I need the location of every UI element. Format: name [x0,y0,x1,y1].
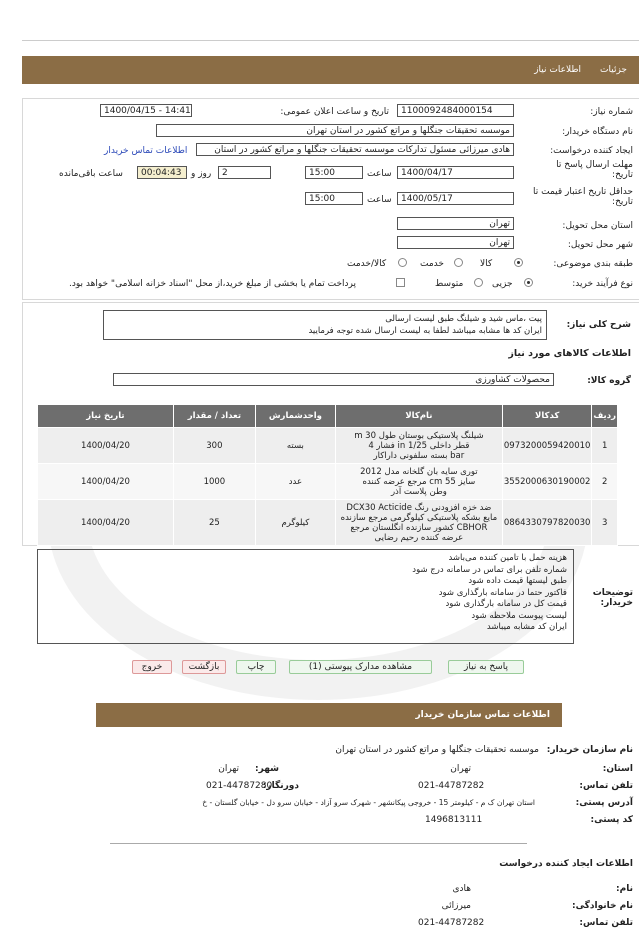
buyer-notes-box [37,549,574,644]
col-qty: تعداد / مقدار [173,405,255,428]
contact-section-header [96,703,562,727]
validity-label: حداقل تاریخ اعتبار قیمت تا تاریخ: [533,187,633,207]
row-name [335,428,502,464]
contact-phone-label: تلفن تماس: [579,781,633,791]
contact-city-label: شهر: [255,764,279,774]
row-index: 1 [592,428,618,464]
send-deadline-label: مهلت ارسال پاسخ تا تاریخ: [556,160,633,180]
buyer-contact-link[interactable]: اطلاعات تماس خریدار [104,146,188,156]
validity-time-label: ساعت [367,195,392,205]
summary-label: شرح کلی نیاز: [566,320,631,330]
row-name [335,500,502,546]
row-unit: کیلوگرم [255,500,335,546]
print-button[interactable]: چاپ [236,660,276,674]
radio-partial[interactable] [524,278,533,287]
city-field: تهران [397,236,514,249]
creator-phone-value: 021-44787282 [418,918,485,928]
buyer-notes-label: توضیحات خریدار: [592,588,633,608]
col-unit: واحدشمارش [255,405,335,428]
city-label: شهر محل تحویل: [567,240,633,250]
province-field: تهران [397,217,514,230]
table-row [38,464,618,500]
row-index: 2 [592,464,618,500]
row-name-line: عرضه کننده رحیم رضایی [374,532,464,543]
creator-label: ایجاد کننده درخواست: [550,146,633,156]
radio-medium[interactable] [474,278,483,287]
radio-service[interactable] [454,258,463,267]
reply-button[interactable]: پاسخ به نیاز [448,660,524,674]
validity-time-field: 15:00 [305,192,363,205]
announce-field: 1400/04/15 - 14:41 [100,104,192,117]
row-name [335,464,502,500]
contact-fax-value: 021-44787280 [206,781,273,791]
row-unit: عدد [255,464,335,500]
contact-divider [110,843,527,844]
treasury-checkbox[interactable] [396,278,405,287]
row-date: 1400/04/20 [38,464,174,500]
row-qty: 300 [173,428,255,464]
col-date: تاریخ نیاز [38,405,174,428]
send-deadline-time-field: 15:00 [305,166,363,179]
send-time-label: ساعت [367,169,392,179]
buyer-name-value: موسسه تحقیقات جنگلها و مراتع کشور در استان تهران [335,745,539,755]
radio-goods-service-label: کالا/خدمت [347,259,387,269]
contact-section-title: اطلاعات تماس سازمان خریدار [415,710,550,720]
summary-line-2: ایران کد ها مشابه میباشد لطفا به لیست ارسال شده توجه فرمایید [308,326,542,336]
row-name-line: شیلنگ پلاستیکی بوستان طول m 30 [354,430,484,441]
note-line: فاکتور حتما در سامانه بارگذاری شود [438,587,567,598]
note-line: شماره تلفن برای تماس در سامانه درج شود [412,564,567,575]
radio-service-label: خدمت [420,259,444,269]
contact-province-value: تهران [450,764,471,774]
row-name-line: قطر داخلی 1/25 in فشار 4 [368,440,470,451]
page-header [22,56,639,84]
days-field: 2 [218,166,271,179]
last-name-label: نام خانوادگی: [571,901,633,911]
buyer-org-label: نام دستگاه خریدار: [562,127,633,137]
last-name-value: میرزائی [441,901,471,911]
goods-group-label: گروه کالا: [587,376,631,386]
table-row [38,500,618,546]
row-qty: 1000 [173,464,255,500]
remaining-time-field: 00:04:43 [137,166,187,179]
need-number-field: 1100092484000154 [397,104,514,117]
creator-phone-label: تلفن تماس: [579,918,633,928]
goods-section-title: اطلاعات کالاهای مورد نیاز [508,348,631,359]
radio-medium-label: متوسط [435,279,464,289]
row-name-line: ضد خزه افزودنی رنگ DCX30 Acticide [346,502,492,513]
contact-address-label: آدرس پستی: [575,798,633,808]
row-index: 3 [592,500,618,546]
row-name-line: سایز 55 cm مرجع عرضه کننده [362,476,476,487]
back-button[interactable]: بازگشت [182,660,226,674]
goods-group-field: محصولات کشاورزی [113,373,554,386]
contact-postal-label: کد پستی: [590,815,633,825]
note-line: هزینه حمل با تامین کننده می‌باشد [448,553,567,563]
row-qty: 25 [173,500,255,546]
first-name-value: هادی [452,884,471,894]
payment-note: پرداخت تمام یا بخشی از مبلغ خرید،از محل "اسناد خزانه اسلامی" خواهد بود. [69,279,357,289]
note-line: طبق لیستها قیمت داده شود [468,576,567,586]
row-date: 1400/04/20 [38,428,174,464]
contact-city-value: تهران [218,764,239,774]
need-number-label: شماره نیاز: [590,107,633,117]
col-name: نام‌کالا [335,405,502,428]
row-name-line: وطن پلاست آذر [390,486,447,497]
summary-box [103,310,547,340]
announce-label: تاریخ و ساعت اعلان عمومی: [280,107,389,117]
radio-partial-label: جزیی [492,279,513,289]
row-code: 3552000630190002 [502,464,592,500]
radio-goods[interactable] [514,258,523,267]
creator-info-title: اطلاعات ایجاد کننده درخواست [499,859,633,869]
province-label: استان محل تحویل: [562,221,633,231]
radio-goods-service[interactable] [398,258,407,267]
tab-details[interactable]: جزئیات [600,65,627,75]
category-label: طبقه بندی موضوعی: [553,259,633,269]
buyer-name-label: نام سازمان خریدار: [546,745,633,755]
tab-need-info[interactable]: اطلاعات نیاز [534,65,581,75]
table-row [38,428,618,464]
note-line: قیمت کل در سامانه بارگذاری شود [445,599,567,609]
summary-line-1: پیت ،ماس شید و شیلنگ طبق لیست ارسالی [385,314,542,324]
row-date: 1400/04/20 [38,500,174,546]
col-index: ردیف [592,405,618,428]
radio-goods-label: کالا [480,259,493,269]
row-unit: بسته [255,428,335,464]
row-name-line: CBHOR کشور سازنده انگلستان مرجع [350,522,488,533]
row-name-line: توری سایه بان گلخانه مدل 2012 [360,466,478,477]
remaining-label: ساعت باقی‌مانده [59,169,123,179]
first-name-label: نام: [616,884,633,894]
row-name-line: bar بسته سلفونی داراکار [373,450,465,461]
top-divider [22,40,639,41]
contact-fax-label: دورنگار: [262,781,299,791]
col-code: کدکالا [502,405,592,428]
buyer-org-field: موسسه تحقیقات جنگلها و مراتع کشور در استان تهران [156,124,514,137]
creator-field: هادی میرزائی مسئول تدارکات موسسه تحقیقات جنگلها و مراتع کشور در استان [196,143,514,156]
day-label: روز و [191,169,212,179]
note-line: لیست پیوست ملاحظه شود [471,610,567,621]
process-label: نوع فرآیند خرید: [572,279,633,289]
send-deadline-date-field: 1400/04/17 [397,166,514,179]
contact-phone-value: 021-44787282 [418,781,485,791]
contact-province-label: استان: [602,764,633,774]
row-code: 0864330797820030 [502,500,592,546]
goods-table [37,404,618,546]
attachments-button[interactable]: مشاهده مدارک پیوستی (1) [289,660,432,674]
validity-date-field: 1400/05/17 [397,192,514,205]
row-code: 0973200059420010 [502,428,592,464]
row-name-line: مایع بشکه پلاستیکی کیلوگرمی مرجع سازنده [340,512,498,523]
contact-address-value: استان تهران ک م - کیلومتر 15 - خروجی پیکانشهر - شهرک سرو آزاد - خیابان سرو دل - خیابان گلستان - خ [202,798,535,807]
note-line: ایران کد مشابه میباشد [486,622,567,632]
exit-button[interactable]: خروج [132,660,172,674]
contact-postal-value: 1496813111 [425,815,483,825]
